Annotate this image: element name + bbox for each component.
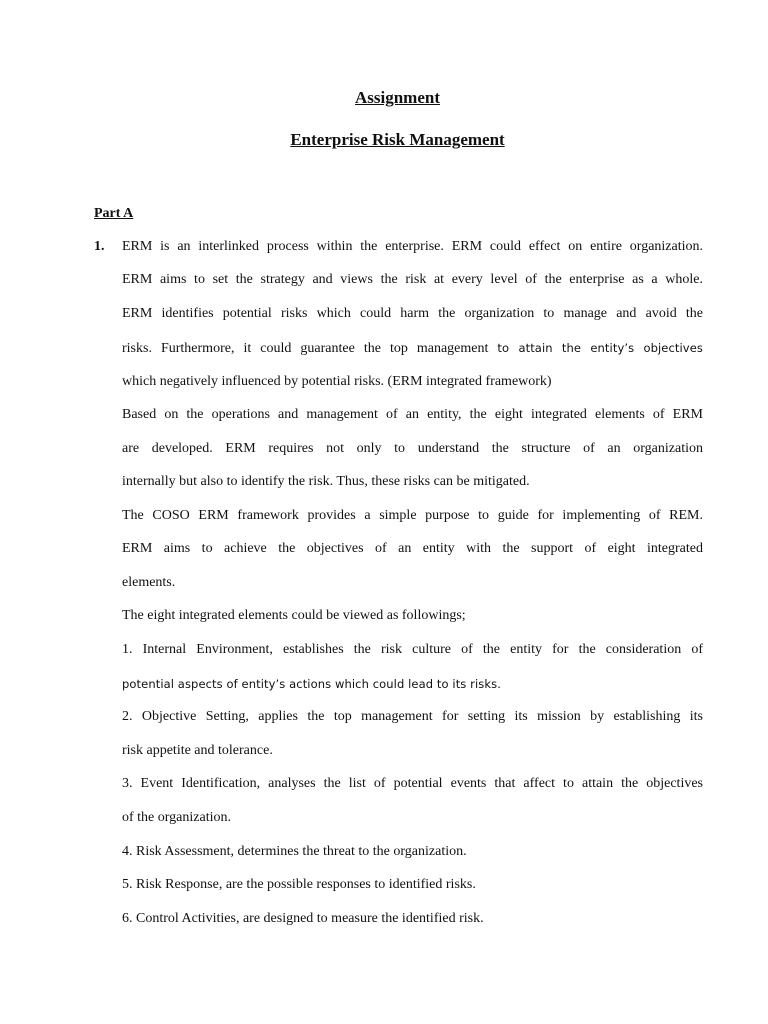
list-item-line: potential aspects of entity’s actions which could lead to its risks.: [122, 677, 501, 691]
paragraph-line: The eight integrated elements could be viewed as followings;: [122, 608, 466, 623]
paragraph-line: [122, 338, 703, 359]
list-item-line: risk appetite and tolerance.: [122, 743, 273, 758]
paragraph-line: are developed. ERM requires not only to understand the structure of an organization: [122, 441, 703, 456]
paragraph-line: ERM identifies potential risks which could harm the organization to manage and avoid the: [122, 306, 703, 321]
list-item-line: 6. Control Activities, are designed to measure the identified risk.: [122, 911, 484, 926]
document-subtitle: Enterprise Risk Management: [290, 130, 505, 149]
paragraph-line: ERM aims to achieve the objectives of an entity with the support of eight integrated: [122, 541, 703, 556]
paragraph-line: internally but also to identify the risk. Thus, these risks can be mitigated.: [122, 474, 530, 489]
paragraph-line: Based on the operations and management of an entity, the eight integrated elements of ERM: [122, 407, 703, 422]
list-item-line: 4. Risk Assessment, determines the threat to the organization.: [122, 844, 467, 859]
list-item-line: of the organization.: [122, 810, 231, 825]
line-text: risks. Furthermore, it could guarantee the top management: [122, 341, 498, 356]
list-item-line: 3. Event Identification, analyses the list of potential events that affect to attain the objectives: [122, 776, 703, 791]
list-item-line: 1. Internal Environment, establishes the risk culture of the entity for the consideration of: [122, 642, 703, 657]
paragraph-line: which negatively influenced by potential risks. (ERM integrated framework): [122, 374, 552, 389]
paragraph-line: elements.: [122, 575, 176, 590]
list-item-line: 2. Objective Setting, applies the top management for setting its mission by establishing its: [122, 709, 703, 724]
list-item-line: 5. Risk Response, are the possible responses to identified risks.: [122, 877, 476, 892]
document-title: Assignment: [354, 88, 440, 107]
line-text-sans: to attain the entity’s objectives: [497, 341, 703, 355]
section-heading: Part A: [94, 206, 134, 221]
paragraph-line: The COSO ERM framework provides a simple purpose to guide for implementing of REM.: [122, 508, 703, 523]
paragraph-line: ERM aims to set the strategy and views the risk at every level of the enterprise as a whole.: [122, 272, 703, 287]
item-number: 1.: [94, 239, 105, 254]
paragraph-line: ERM is an interlinked process within the enterprise. ERM could effect on entire organization.: [122, 239, 703, 254]
